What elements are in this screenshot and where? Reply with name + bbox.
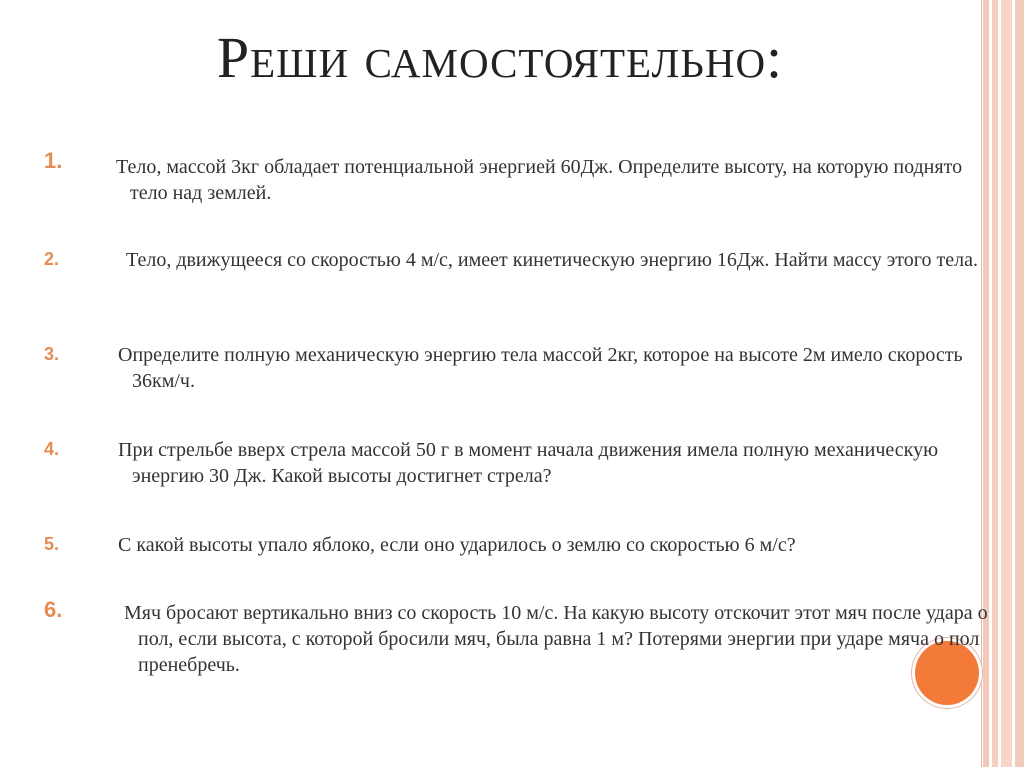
problem-text: Тело, массой 3кг обладает потенциальной энергией 60Дж. Определите высоту, на которую поднято тело над землей. [116, 156, 963, 204]
problem-text: Определите полную механическую энергию тела массой 2кг, которое на высоте 2м имело скорость 36км/ч. [118, 344, 963, 392]
slide-title: Реши самостоятельно: [216, 25, 784, 90]
problem-number: 6. [44, 597, 63, 622]
problem-text: Тело, движущееся со скоростью 4 м/с, имеет кинетическую энергию 16Дж. Найти массу этого тела. [126, 249, 978, 271]
problem-number: 2. [44, 249, 60, 269]
problem-text: С какой высоты упало яблоко, если оно ударилось о землю со скоростью 6 м/с? [118, 534, 796, 556]
problem-number: 4. [44, 439, 60, 459]
problem-number: 1. [44, 148, 63, 173]
problem-number: 5. [44, 534, 60, 554]
decorative-stripe [1001, 0, 1012, 767]
problem-number: 3. [44, 344, 60, 364]
problem-text: Мяч бросают вертикально вниз со скорость 10 м/с. На какую высоту отскочит этот мяч после удара о пол, если высота, с которой бросили мяч, была равна 1 м? Потерями энергии при ударе мяча о пол пренебречь. [124, 602, 988, 676]
decorative-stripe [1015, 0, 1024, 767]
problem-text: При стрельбе вверх стрела массой 50 г в момент начала движения имела полную механическую энергию 30 Дж. Какой высоты достигнет стрела? [118, 439, 939, 487]
